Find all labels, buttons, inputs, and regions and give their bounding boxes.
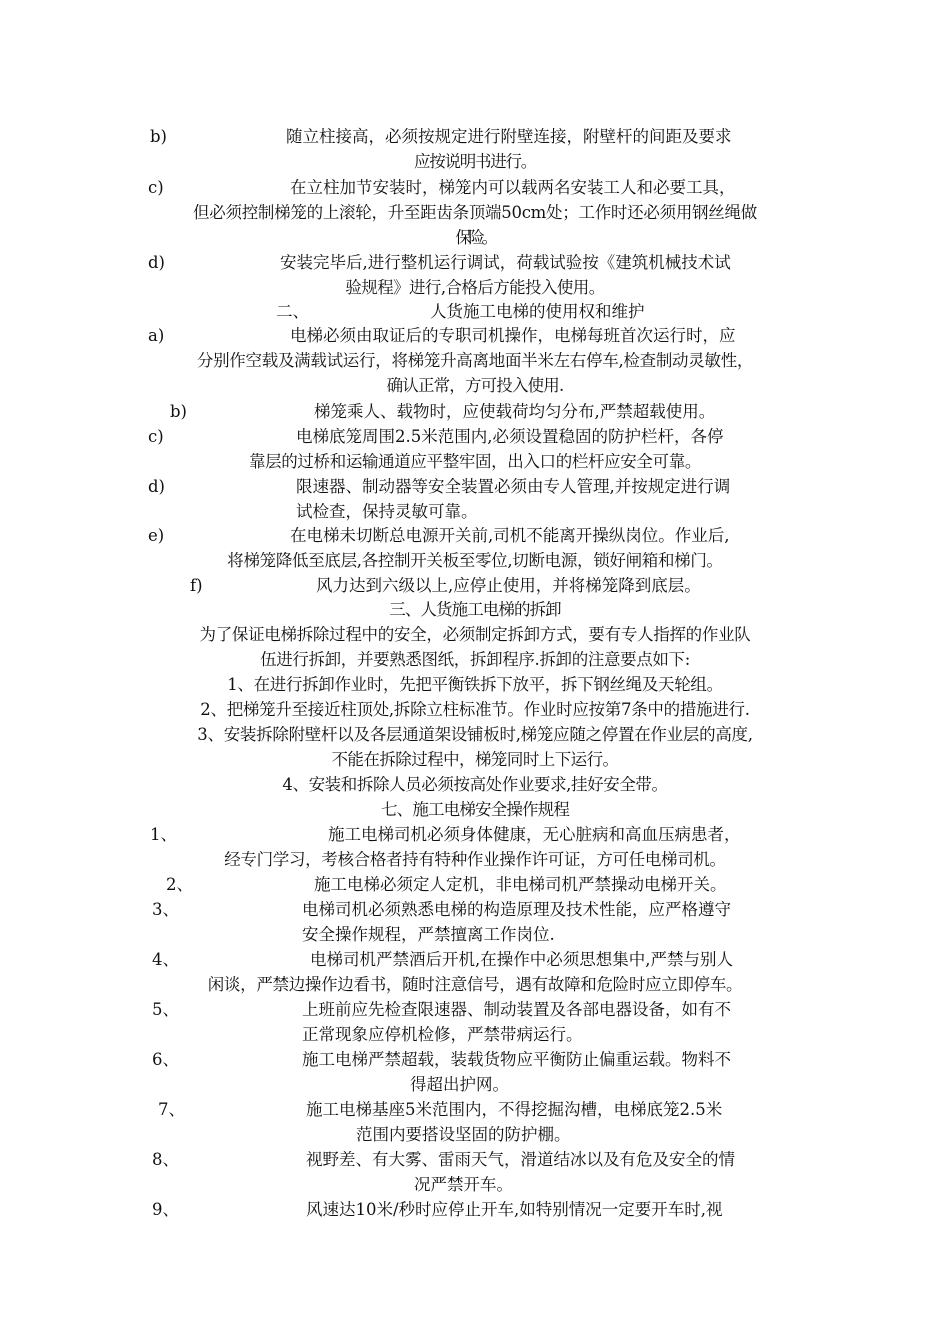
text-line: 施工电梯司机必须身体健康，无心脏病和高血压病患者， <box>328 825 741 844</box>
text-line: 分别作空载及满载试运行，将梯笼升高离地面半米左右停车,检查制动灵敏性， <box>196 351 754 370</box>
item-marker: e) <box>148 526 165 545</box>
text-line: 不能在拆除过程中，梯笼同时上下运行。 <box>331 750 619 769</box>
section-number: 二、 <box>276 302 309 321</box>
text-line: 2、把梯笼升至接近柱顶处,拆除立柱标准节。作业时应按第7条中的措施进行. <box>200 700 750 719</box>
text-line: 闲谈，严禁边操作边看书，随时注意信号，遇有故障和危险时应立即停车。 <box>207 975 743 994</box>
text-line: 随立柱接高，必须按规定进行附壁连接，附壁杆的间距及要求 <box>286 127 732 146</box>
item-marker: 8、 <box>152 1150 179 1169</box>
section-title: 三、人货施工电梯的拆卸 <box>389 600 561 619</box>
section-title: 七、施工电梯安全操作规程 <box>380 800 569 819</box>
text-line: 范围内要搭设坚固的防护棚。 <box>356 1125 571 1144</box>
text-line: 确认正常，方可投入使用. <box>386 376 564 395</box>
text-line: 试检查，保持灵敏可靠。 <box>296 502 478 521</box>
text-line: 况严禁开车。 <box>414 1175 513 1194</box>
text-line: 风速达10米/秒时应停止开车,如特别情况一定要开车时,视 <box>306 1200 723 1219</box>
text-line: 为了保证电梯拆除过程中的安全，必须制定拆卸方式，要有专人指挥的作业队 <box>199 625 751 644</box>
text-line: 上班前应先检查限速器、制动装置及各部电器设备，如有不 <box>302 1000 731 1019</box>
text-line: 但必须控制梯笼的上滚轮，升至距齿条顶端50cm处；工作时还必须用钢丝绳做 <box>193 203 757 222</box>
item-marker: 5、 <box>152 1000 179 1019</box>
text-line: 将梯笼降低至底层,各控制开关板至零位,切断电源，锁好闸箱和梯门。 <box>227 551 723 570</box>
text-line: 在立柱加节安装时，梯笼内可以载两名安装工人和必要工具， <box>290 178 736 197</box>
text-line: 3、安装拆除附壁杆以及各层通道架设铺板时,梯笼应随之停置在作业层的高度, <box>197 725 753 744</box>
text-line: 电梯底笼周围2.5米范围内,必须设置稳固的防护栏杆，各停 <box>296 427 724 446</box>
text-line: 视野差、有大雾、雷雨天气，滑道结冰以及有危及安全的情 <box>306 1150 735 1169</box>
text-line: 伍进行拆卸，并要熟悉图纸，拆卸程序.拆卸的注意要点如下: <box>260 650 690 669</box>
item-marker: 6、 <box>152 1050 179 1069</box>
item-marker: a) <box>148 326 165 345</box>
text-line: 保险。 <box>455 228 495 247</box>
text-line: 电梯司机必须熟悉电梯的构造原理及技术性能，应严格遵守 <box>302 900 731 919</box>
text-line: 靠层的过桥和运输通道应平整牢固，出入口的栏杆应安全可靠。 <box>248 452 701 471</box>
item-marker: d) <box>148 253 165 272</box>
text-line: 应按说明书进行。 <box>414 152 536 171</box>
text-line: 4、安装和拆除人员必须按高处作业要求,挂好安全带。 <box>282 775 668 794</box>
text-line: 在电梯未切断总电源开关前,司机不能离开操纵岗位。作业后, <box>290 526 730 545</box>
item-marker: d) <box>148 477 165 496</box>
text-line: 电梯必须由取证后的专职司机操作，电梯每班首次运行时，应 <box>290 326 736 345</box>
text-line: 梯笼乘人、载物时，应使载荷均匀分布,严禁超载使用。 <box>314 402 716 421</box>
text-line: 安装完毕后,进行整机运行调试，荷载试验按《建筑机械技术试 <box>280 253 731 272</box>
item-marker: 2、 <box>166 875 193 894</box>
item-marker: 4、 <box>152 950 179 969</box>
item-marker: 7、 <box>158 1100 185 1119</box>
item-marker: c) <box>148 178 164 197</box>
item-marker: f) <box>190 576 203 595</box>
text-line: 经专门学习，考核合格者持有特种作业操作许可证，方可任电梯司机。 <box>224 850 726 869</box>
text-line: 正常现象应停机检修，严禁带病运行。 <box>302 1025 583 1044</box>
text-line: 施工电梯基座5米范围内，不得挖掘沟槽，电梯底笼2.5米 <box>306 1100 723 1119</box>
item-marker: b) <box>170 402 187 421</box>
item-marker: c) <box>148 427 164 446</box>
section-title: 人货施工电梯的使用权和维护 <box>430 302 645 321</box>
item-marker: b) <box>150 127 167 146</box>
text-line: 验规程》进行,合格后方能投入使用。 <box>345 278 605 297</box>
item-marker: 3、 <box>152 900 179 919</box>
text-line: 施工电梯必须定人定机，非电梯司机严禁操动电梯开关。 <box>314 875 727 894</box>
text-line: 1、在进行拆卸作业时，先把平衡铁拆下放平，拆下钢丝绳及天轮组。 <box>227 675 723 694</box>
text-line: 得超出护网。 <box>410 1075 509 1094</box>
text-line: 限速器、制动器等安全装置必须由专人管理,并按规定进行调 <box>296 477 731 496</box>
text-line: 施工电梯严禁超载，装载货物应平衡防止偏重运载。物料不 <box>302 1050 731 1069</box>
text-line: 安全操作规程，严禁擅离工作岗位. <box>302 925 555 944</box>
text-line: 电梯司机严禁酒后开机,在操作中必须思想集中,严禁与别人 <box>310 950 733 969</box>
item-marker: 1、 <box>150 825 177 844</box>
text-line: 风力达到六级以上,应停止使用，并将梯笼降到底层。 <box>316 576 701 595</box>
item-marker: 9、 <box>152 1200 179 1219</box>
